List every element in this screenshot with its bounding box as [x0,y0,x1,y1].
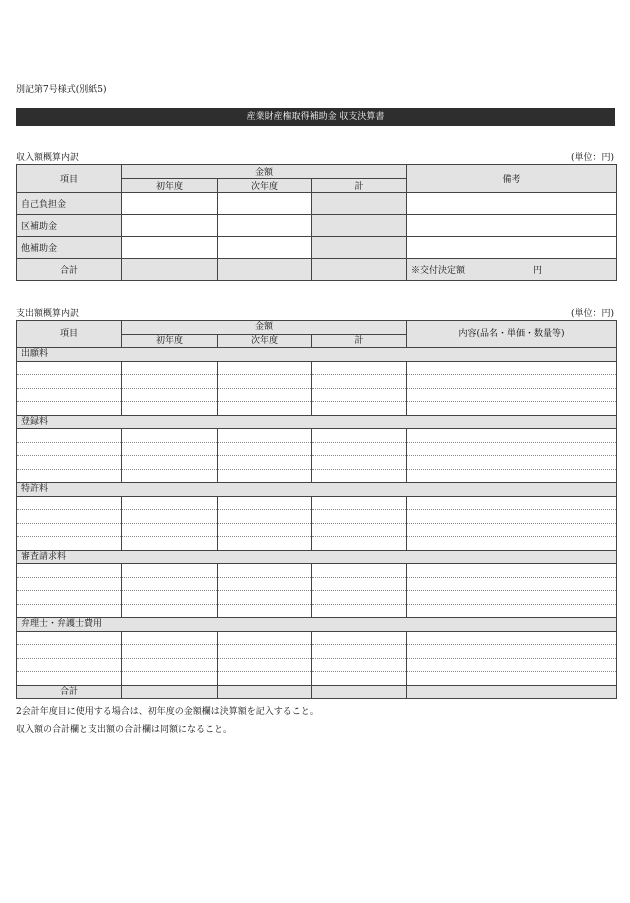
expense-amount-cell[interactable] [312,429,407,443]
expense-header-total: 計 [312,334,407,348]
expense-amount-cell[interactable] [312,510,407,524]
expense-item-cell[interactable] [17,523,122,537]
expense-content-cell[interactable] [407,510,617,524]
expense-content-cell[interactable] [407,375,617,389]
expense-amount-cell[interactable] [218,577,312,591]
expense-amount-cell[interactable] [218,523,312,537]
expense-content-cell[interactable] [407,429,617,443]
expense-amount-cell[interactable] [312,388,407,402]
expense-amount-cell[interactable] [218,658,312,672]
expense-amount-cell[interactable] [312,469,407,483]
expense-item-cell[interactable] [17,442,122,456]
expense-content-cell[interactable] [407,658,617,672]
income-row-label: 他補助金 [17,237,122,259]
expense-amount-cell[interactable] [122,577,218,591]
table-row [17,591,617,605]
expense-item-cell[interactable] [17,429,122,443]
expense-amount-cell[interactable] [122,388,218,402]
expense-amount-cell[interactable] [218,672,312,686]
expense-content-cell[interactable] [407,402,617,416]
expense-header-item: 項目 [17,321,122,348]
expense-amount-cell[interactable] [218,564,312,578]
table-row [17,645,617,659]
income-header-amount: 金額 [122,165,407,179]
table-row [17,672,617,686]
category-row [17,483,617,497]
expense-item-cell[interactable] [17,402,122,416]
expense-content-cell[interactable] [407,604,617,618]
expense-header-year2: 次年度 [218,334,312,348]
income-row-label: 自己負担金 [17,193,122,215]
table-row [17,259,617,281]
expense-amount-cell[interactable] [218,510,312,524]
expense-amount-cell[interactable] [122,523,218,537]
expense-amount-cell[interactable] [122,591,218,605]
expense-amount-cell[interactable] [122,496,218,510]
expense-item-cell[interactable] [17,645,122,659]
income-header-total: 計 [312,179,407,193]
expense-item-cell[interactable] [17,496,122,510]
expense-amount-cell[interactable] [122,442,218,456]
expense-amount-cell[interactable] [218,456,312,470]
table-row [17,469,617,483]
expense-item-cell[interactable] [17,577,122,591]
table-row [17,237,617,259]
expense-content-cell[interactable] [407,361,617,375]
expense-header-amount: 金額 [122,321,407,335]
expense-amount-cell[interactable] [312,564,407,578]
expense-amount-cell[interactable] [218,645,312,659]
category-row [17,415,617,429]
expense-amount-cell[interactable] [218,375,312,389]
expense-category-label: 審査請求料 [17,550,617,564]
income-unit-label: (単位：円) [570,153,614,163]
table-row [17,456,617,470]
expense-item-cell[interactable] [17,537,122,551]
category-row [17,348,617,362]
income-sum-cell [312,259,407,281]
table-row [17,685,617,699]
expense-amount-cell[interactable] [122,672,218,686]
expense-item-cell[interactable] [17,388,122,402]
expense-sum-cell [407,685,617,699]
table-row [17,442,617,456]
table-row [17,604,617,618]
form-label: 別記第7号様式(別紙5) [16,85,107,95]
expense-amount-cell[interactable] [218,388,312,402]
table-row [17,658,617,672]
expense-amount-cell[interactable] [312,604,407,618]
income-sum-cell [122,259,218,281]
expense-sum-cell [312,685,407,699]
note-1: 2会計年度目に使用する場合は、初年度の金額欄は決算額を記入すること。 [16,707,319,717]
expense-amount-cell[interactable] [312,631,407,645]
income-cell[interactable] [122,193,218,215]
table-row [17,537,617,551]
expense-item-cell[interactable] [17,658,122,672]
expense-amount-cell[interactable] [122,604,218,618]
table-row [17,402,617,416]
grant-unit: 円 [533,266,543,276]
expense-item-cell[interactable] [17,469,122,483]
expense-header-year1: 初年度 [122,334,218,348]
expense-amount-cell[interactable] [312,645,407,659]
income-remarks-cell[interactable] [407,215,617,237]
note-2: 収入額の合計欄と支出額の合計欄は同額になること。 [16,725,233,735]
income-header-year1: 初年度 [122,179,218,193]
expense-content-cell[interactable] [407,577,617,591]
income-table [16,164,617,281]
expense-amount-cell[interactable] [312,591,407,605]
expense-amount-cell[interactable] [312,496,407,510]
expense-amount-cell[interactable] [218,429,312,443]
expense-amount-cell[interactable] [312,375,407,389]
expense-amount-cell[interactable] [218,631,312,645]
table-row [17,388,617,402]
expense-table [16,320,617,699]
table-row [17,361,617,375]
income-total-cell [312,215,407,237]
expense-category-label: 弁理士・弁護士費用 [17,618,617,632]
expense-item-cell[interactable] [17,510,122,524]
expense-content-cell[interactable] [407,388,617,402]
table-row [17,375,617,389]
income-row-label: 区補助金 [17,215,122,237]
income-remarks-cell[interactable] [407,193,617,215]
expense-content-cell[interactable] [407,591,617,605]
expense-content-cell[interactable] [407,645,617,659]
expense-content-cell[interactable] [407,469,617,483]
expense-category-label: 出願料 [17,348,617,362]
expense-sum-cell [122,685,218,699]
expense-amount-cell[interactable] [312,402,407,416]
expense-amount-cell[interactable] [218,537,312,551]
expense-item-cell[interactable] [17,456,122,470]
expense-amount-cell[interactable] [312,537,407,551]
expense-amount-cell[interactable] [122,645,218,659]
expense-amount-cell[interactable] [312,658,407,672]
income-header-item: 項目 [17,165,122,193]
category-row [17,618,617,632]
expense-amount-cell[interactable] [122,429,218,443]
table-row [17,215,617,237]
table-row [17,631,617,645]
expense-content-cell[interactable] [407,496,617,510]
expense-amount-cell[interactable] [122,456,218,470]
expense-amount-cell[interactable] [312,523,407,537]
income-cell[interactable] [218,215,312,237]
expense-amount-cell[interactable] [312,577,407,591]
table-row [17,564,617,578]
grant-amount-cell [407,259,617,281]
expense-amount-cell[interactable] [122,564,218,578]
category-row [17,550,617,564]
expense-amount-cell[interactable] [122,469,218,483]
income-total-cell [312,193,407,215]
expense-content-cell[interactable] [407,523,617,537]
table-row [17,510,617,524]
expense-amount-cell[interactable] [218,591,312,605]
expense-content-cell[interactable] [407,564,617,578]
expense-amount-cell[interactable] [218,604,312,618]
expense-amount-cell[interactable] [218,361,312,375]
expense-amount-cell[interactable] [312,442,407,456]
expense-item-cell[interactable] [17,375,122,389]
income-total-label: 合計 [17,259,122,281]
income-header-remarks: 備考 [407,165,617,193]
expense-section-title: 支出額概算内訳 [16,309,80,319]
table-row [17,523,617,537]
expense-amount-cell[interactable] [122,658,218,672]
expense-amount-cell[interactable] [122,631,218,645]
expense-amount-cell[interactable] [122,510,218,524]
table-row [17,496,617,510]
expense-amount-cell[interactable] [122,361,218,375]
expense-amount-cell[interactable] [312,456,407,470]
document-title: 産業財産権取得補助金 収支決算書 [16,108,615,126]
table-row [17,193,617,215]
expense-unit-label: (単位：円) [570,309,614,319]
expense-amount-cell[interactable] [122,402,218,416]
expense-amount-cell[interactable] [218,496,312,510]
expense-content-cell[interactable] [407,672,617,686]
expense-item-cell[interactable] [17,564,122,578]
expense-content-cell[interactable] [407,456,617,470]
income-cell[interactable] [122,215,218,237]
table-row [17,577,617,591]
income-header-year2: 次年度 [218,179,312,193]
income-sum-cell [218,259,312,281]
expense-category-label: 登録料 [17,415,617,429]
income-cell[interactable] [218,193,312,215]
expense-amount-cell[interactable] [218,402,312,416]
expense-amount-cell[interactable] [218,442,312,456]
expense-total-label: 合計 [17,685,122,699]
grant-note: ※交付決定額 [411,266,466,276]
expense-category-label: 特許料 [17,483,617,497]
expense-item-cell[interactable] [17,672,122,686]
expense-content-cell[interactable] [407,442,617,456]
expense-header-content: 内容(品名・単価・数量等) [407,321,617,348]
expense-sum-cell [218,685,312,699]
income-total-cell [312,237,407,259]
expense-amount-cell[interactable] [122,537,218,551]
expense-item-cell[interactable] [17,631,122,645]
income-section-title: 収入額概算内訳 [16,153,80,163]
expense-amount-cell[interactable] [122,375,218,389]
expense-item-cell[interactable] [17,361,122,375]
income-cell[interactable] [218,237,312,259]
expense-content-cell[interactable] [407,537,617,551]
income-remarks-cell[interactable] [407,237,617,259]
table-row [17,429,617,443]
expense-content-cell[interactable] [407,631,617,645]
expense-item-cell[interactable] [17,591,122,605]
expense-amount-cell[interactable] [312,672,407,686]
expense-amount-cell[interactable] [312,361,407,375]
expense-item-cell[interactable] [17,604,122,618]
income-cell[interactable] [122,237,218,259]
expense-amount-cell[interactable] [218,469,312,483]
